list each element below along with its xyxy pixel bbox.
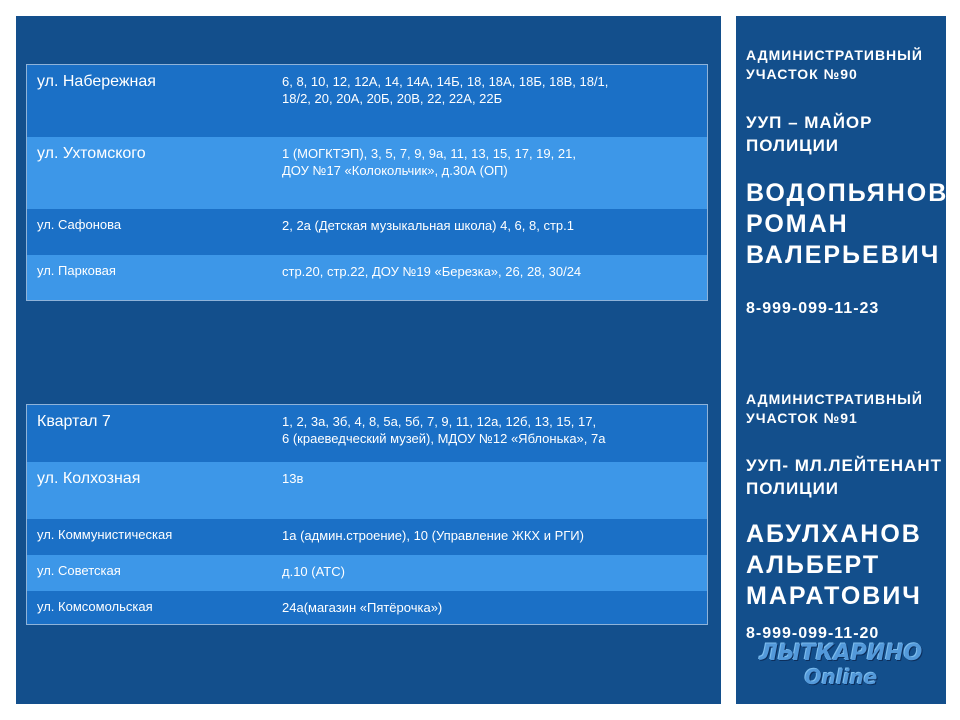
house-numbers: стр.20, стр.22, ДОУ №19 «Березка», 26, 28, 30/24 bbox=[282, 255, 708, 301]
street-name: ул. Комсомольская bbox=[27, 591, 283, 625]
street-name: ул. Сафонова bbox=[27, 209, 283, 255]
officer-name-90: ВОДОПЬЯНОВ РОМАН ВАЛЕРЬЕВИЧ bbox=[746, 179, 949, 269]
street-name: ул. Коммунистическая bbox=[27, 519, 283, 555]
table-row bbox=[27, 65, 708, 137]
street-name: ул. Колхозная bbox=[27, 462, 283, 519]
district-title-91: АДМИНИСТРАТИВНЫЙ УЧАСТОК №91 bbox=[746, 391, 923, 426]
officer-rank-90: УУП – МАЙОР ПОЛИЦИИ bbox=[746, 113, 873, 155]
table-row bbox=[27, 462, 708, 519]
house-numbers: 2, 2а (Детская музыкальная школа) 4, 6, 8, стр.1 bbox=[282, 209, 708, 255]
street-name: ул. Советская bbox=[27, 555, 283, 591]
table-row bbox=[27, 137, 708, 209]
house-numbers: 24а(магазин «Пятёрочка») bbox=[282, 591, 708, 625]
table-row bbox=[27, 519, 708, 555]
house-numbers: 1 (МОГКТЭП), 3, 5, 7, 9, 9а, 11, 13, 15, 17, 19, 21, ДОУ №17 «Колокольчик», д.30А (ОП) bbox=[282, 137, 708, 209]
street-name: ул. Набережная bbox=[27, 65, 283, 137]
officer-name-91: АБУЛХАНОВ АЛЬБЕРТ МАРАТОВИЧ bbox=[746, 520, 922, 610]
addresses-panel bbox=[16, 16, 721, 704]
addresses-table-2 bbox=[26, 404, 708, 625]
lytkarino-online-watermark: ЛЫТКАРИНО Online bbox=[759, 641, 923, 689]
officers-sidebar bbox=[736, 16, 949, 704]
table-row bbox=[27, 255, 708, 301]
table-row bbox=[27, 555, 708, 591]
house-numbers: 6, 8, 10, 12, 12А, 14, 14А, 14Б, 18, 18А, 18Б, 18В, 18/1, 18/2, 20, 20А, 20Б, 20В, 22, 22А, 22Б bbox=[282, 65, 708, 137]
officer-phone-90: 8-999-099-11-23 bbox=[746, 300, 880, 317]
house-numbers: 1, 2, 3а, 3б, 4, 8, 5а, 5б, 7, 9, 11, 12а, 12б, 13, 15, 17, 6 (краеведческий музей), МДОУ №12 «Яблонька», 7а bbox=[282, 405, 708, 462]
officer-phone-91: 8-999-099-11-20 bbox=[746, 625, 880, 642]
street-name: ул. Парковая bbox=[27, 255, 283, 301]
table-row bbox=[27, 209, 708, 255]
table-row bbox=[27, 591, 708, 625]
house-numbers: 1а (админ.строение), 10 (Управление ЖКХ и РГИ) bbox=[282, 519, 708, 555]
house-numbers: 13в bbox=[282, 462, 708, 519]
street-name: Квартал 7 bbox=[27, 405, 283, 462]
table-row bbox=[27, 405, 708, 462]
house-numbers: д.10 (АТС) bbox=[282, 555, 708, 591]
district-title-90: АДМИНИСТРАТИВНЫЙ УЧАСТОК №90 bbox=[746, 47, 923, 82]
street-name: ул. Ухтомского bbox=[27, 137, 283, 209]
addresses-table-1 bbox=[26, 64, 708, 301]
officer-rank-91: УУП- МЛ.ЛЕЙТЕНАНТ ПОЛИЦИИ bbox=[746, 456, 942, 498]
